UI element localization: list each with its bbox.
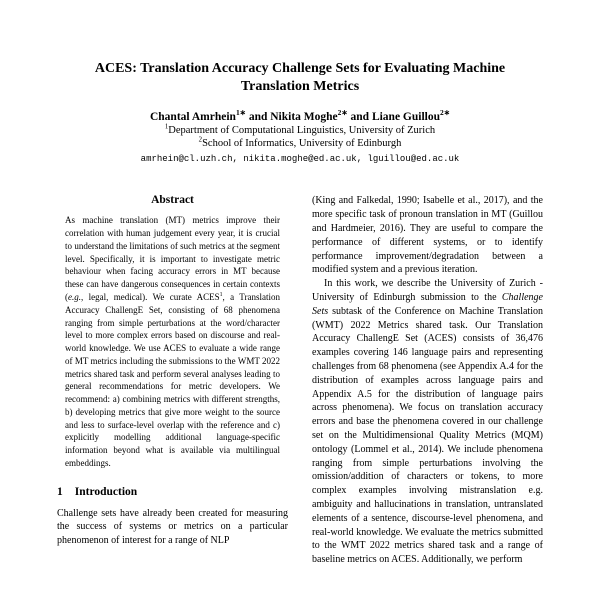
intro-paragraph: Challenge sets have already been created for measuring the success of systems or metrics on a particular phenomenon of interest for a range of NLP bbox=[57, 507, 288, 547]
affiliation-edinburgh: $^2$School of Informatics, University of Edinburgh bbox=[198, 136, 402, 150]
right-column bbox=[312, 194, 543, 567]
author-emails: amrhein@cl.uzh.ch, nikita.moghe@ed.ac.uk, lguillou@ed.ac.uk bbox=[140, 154, 460, 165]
abstract-block bbox=[57, 194, 288, 469]
this-work-paragraph: In this work, we describe the University of Zurich - University of Edinburgh submission to the Challenge Sets subtask of the Conference on Machine Translation (WMT) 2022 Metrics shared task. Our Translation Accuracy ChallengE Set (ACES) consists of 36,476 examples covering 146 language pairs and representing challenges from 68 phenomena (see Appendix A.4 for the distribution of examples across language pairs and Appendix A.5 for the distribution of language pairs across phenomena). We focus on translation accuracy errors and base the phenomena covered in our challenge set on the Multidimensional Quality Metrics (MQM) ontology (Lommel et al., 2014). We include phenomena ranging from simple perturbations involving the omission/addition of characters or tokens, to more complex examples involving mistranslation e.g. ambiguity and hallucinations in translation, untranslated elements of a sentence, discourse-level phenomena, and real-world knowledge. We evaluate the metrics submitted to the WMT 2022 metrics shared task and a range of baseline metrics on ACES. Additionally, we perform bbox=[312, 278, 543, 566]
left-column bbox=[57, 194, 288, 567]
abstract-heading: Abstract bbox=[151, 194, 194, 207]
section-heading-introduction bbox=[57, 486, 288, 498]
continuation-paragraph: (King and Falkedal, 1990; Isabelle et al., 2017), and the more specific task of pronoun translation in MT (Guillou and Hardmeier, 2016). They are useful to compare the performance of different systems, or to identify performance improvement/degradation between a modified system and a previous iteration. bbox=[312, 195, 543, 276]
section-number: 1 bbox=[57, 485, 63, 498]
two-column-body bbox=[0, 194, 600, 567]
abstract-text: As machine translation (MT) metrics improve their correlation with human judgement every year, it is crucial to understand the limitations of such metrics at the segment level. Specifically, it is important to investigate metric behaviour when facing accuracy errors in MT because these can have dangerous consequences in certain contexts (e.g., legal, medical). We curate ACES$^1$, a Translation Accuracy ChallengE Set, consisting of 68 phenomena ranging from simple perturbations at the word/character level to more complex errors based on discourse and real-world knowledge. We use ACES to evaluate a wide range of MT metrics including the submissions to the WMT 2022 metrics shared task and perform several analyses leading to general recommendations for metric developers. We recommend: a) combining metrics with different strengths, b) developing metrics that give more weight to the source and less to surface-level overlap with the reference and c) explicitly modelling additional language-specific information beyond what is available via multilingual embeddings. bbox=[65, 215, 280, 468]
paper-title: ACES: Translation Accuracy Challenge Sets for Evaluating Machine Translation Metrics bbox=[94, 61, 506, 95]
affiliation-zurich: $^1$Department of Computational Linguistics, University of Zurich bbox=[164, 123, 436, 137]
author-line: Chantal Amrhein$^{1∗}$ and Nikita Moghe$^{2∗}$ and Liane Guillou$^{2∗}$ bbox=[149, 108, 450, 124]
section-title: Introduction bbox=[74, 485, 138, 498]
